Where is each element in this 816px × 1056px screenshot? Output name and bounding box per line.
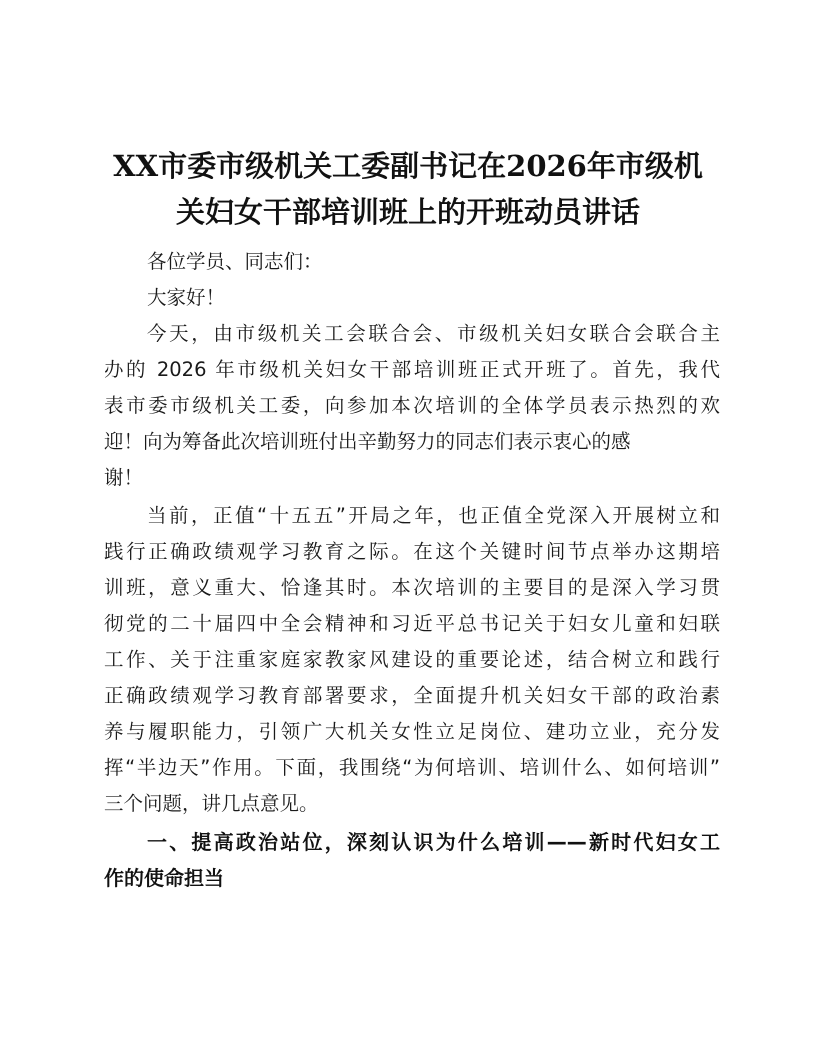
title-line-2: 关妇女干部培训班上的开班动员讲话 — [175, 195, 640, 229]
text-line: 当前，正值“十五五”开局之年，也正值全党深入开展树立和 — [147, 504, 720, 527]
text-line: 办的 2026 年市级机关妇女干部培训班正式开班了。首先，我代 — [104, 358, 720, 381]
text-line: 正确政绩观学习教育部署要求，全面提升机关妇女干部的政治素 — [104, 684, 720, 707]
heading-line: 一、提高政治站位，深刻认识为什么培训——新时代妇女工 — [147, 830, 720, 854]
heading-line: 作的使命担当 — [104, 866, 224, 890]
text-line: 践行正确政绩观学习教育之际。在这个关键时间节点举办这期培 — [104, 540, 720, 563]
text-line: 挥“半边天”作用。下面，我围绕“为何培训、培训什么、如何培训” — [104, 756, 720, 779]
text-line: 大家好！ — [147, 286, 226, 309]
section-heading-1 — [104, 824, 720, 896]
text-line: 三个问题，讲几点意见。 — [104, 792, 319, 815]
text-line: 彻党的二十届四中全会精神和习近平总书记关于妇女儿童和妇联 — [104, 612, 720, 635]
greeting-paragraph — [104, 280, 720, 316]
title-line-1: XX市委市级机关工委副书记在2026年市级机 — [113, 149, 703, 183]
document-body — [104, 244, 720, 896]
text-line: 各位学员、同志们： — [147, 250, 323, 273]
text-line: 今天，由市级机关工会联合会、市级机关妇女联合会联合主 — [147, 322, 720, 345]
document-title — [100, 143, 716, 235]
text-line: 迎！向为筹备此次培训班付出辛勤努力的同志们表示衷心的感 — [104, 430, 631, 453]
salutation-paragraph — [104, 244, 720, 280]
text-line: 表市委市级机关工委，向参加本次培训的全体学员表示热烈的欢 — [104, 394, 720, 417]
text-line: 训班，意义重大、恰逢其时。本次培训的主要目的是深入学习贯 — [104, 576, 720, 599]
text-line: 养与履职能力，引领广大机关女性立足岗位、建功立业，充分发 — [104, 720, 720, 743]
text-line: 谢！ — [104, 466, 144, 489]
text-line: 工作、关于注重家庭家教家风建设的重要论述，结合树立和践行 — [104, 648, 720, 671]
opening-paragraph — [104, 316, 720, 496]
context-paragraph — [104, 498, 720, 822]
